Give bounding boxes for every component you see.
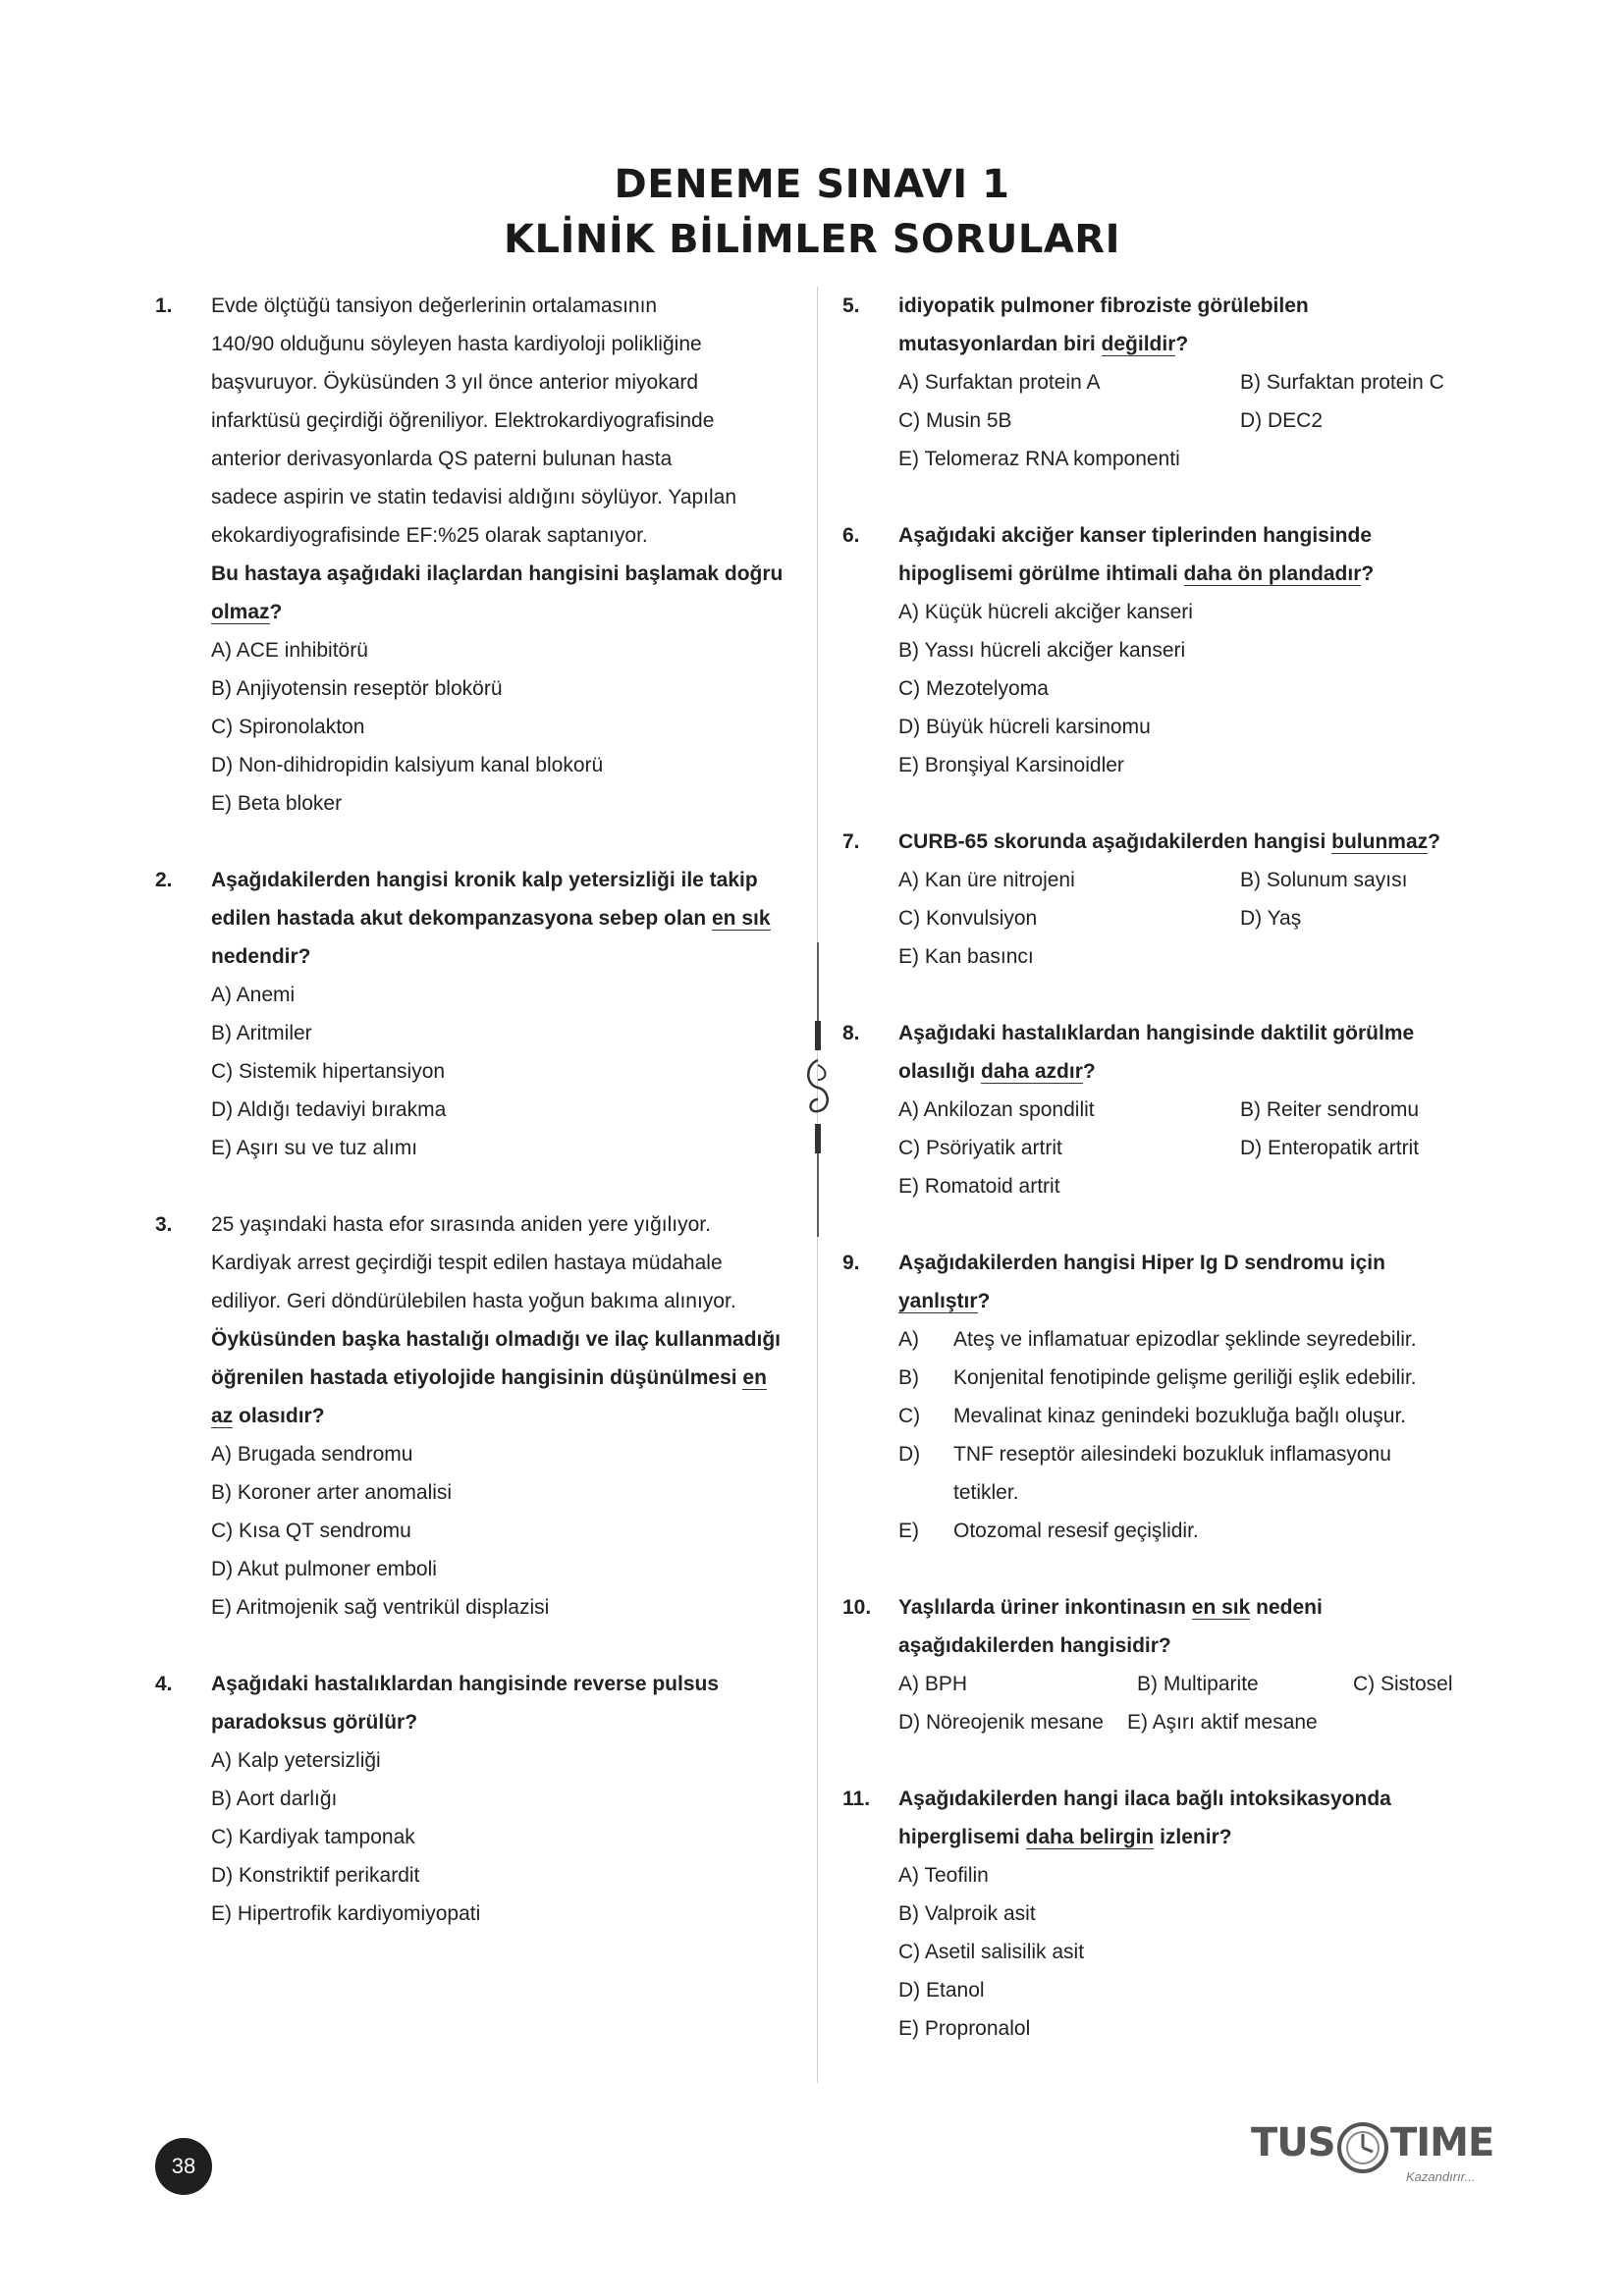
- answer-option[interactable]: B) Anjiyotensin reseptör blokörü: [211, 677, 503, 700]
- question-prompt: yanlıştır?: [898, 1290, 991, 1312]
- question-prompt: hipoglisemi görülme ihtimali daha ön plandadır?: [898, 562, 1375, 585]
- answer-option[interactable]: A) Brugada sendromu: [211, 1443, 413, 1466]
- question-prompt: mutasyonlardan biri değildir?: [898, 333, 1189, 355]
- answer-option[interactable]: E) Beta bloker: [211, 792, 343, 815]
- question-number: 11.: [842, 1788, 871, 1810]
- question-number: 2.: [155, 869, 173, 891]
- question-prompt: CURB-65 skorunda aşağıdakilerden hangisi bulunmaz?: [898, 830, 1440, 853]
- question-prompt: idiyopatik pulmoner fibroziste görülebilen: [898, 294, 1309, 317]
- answer-option[interactable]: E) Aşırı su ve tuz alımı: [211, 1137, 418, 1159]
- question-number: 4.: [155, 1673, 173, 1695]
- question-prompt: Aşağıdaki hastalıklardan hangisinde daktilit görülme: [898, 1022, 1415, 1044]
- answer-option[interactable]: A) Anemi: [211, 984, 296, 1006]
- option-text: tetikler.: [953, 1481, 1019, 1504]
- answer-option[interactable]: [898, 1397, 1481, 1435]
- answer-option[interactable]: A) Surfaktan protein A: [898, 371, 1101, 394]
- answer-option[interactable]: E) Bronşiyal Karsinoidler: [898, 754, 1124, 776]
- question-stem-line: başvuruyor. Öyküsünden 3 yıl önce anterior miyokard: [211, 371, 699, 394]
- question-8: [842, 1014, 1481, 1205]
- answer-option[interactable]: D) Akut pulmoner emboli: [211, 1558, 437, 1580]
- answer-option[interactable]: E) Propronalol: [898, 2017, 1031, 2040]
- answer-option[interactable]: B) Multiparite: [1137, 1673, 1259, 1695]
- answer-option[interactable]: D) Etanol: [898, 1979, 985, 2002]
- answer-option[interactable]: [898, 1359, 1481, 1397]
- answer-option[interactable]: A) Ankilozan spondilit: [898, 1098, 1095, 1121]
- answer-option[interactable]: [898, 1435, 1481, 1473]
- question-prompt: olmaz?: [211, 601, 283, 623]
- question-number: 7.: [842, 830, 860, 853]
- emphasis-underline: değildir: [1101, 333, 1176, 355]
- emphasis-underline: en sık: [712, 907, 771, 930]
- question-5: [842, 287, 1481, 478]
- question-number: 1.: [155, 294, 173, 317]
- answer-option[interactable]: E) Hipertrofik kardiyomiyopati: [211, 1902, 481, 1925]
- answer-option[interactable]: D) DEC2: [1240, 409, 1324, 432]
- question-stem-line: infarktüsü geçirdiği öğreniliyor. Elektrokardiyografisinde: [211, 409, 715, 432]
- question-prompt: aşağıdakilerden hangisidir?: [898, 1634, 1171, 1657]
- question-prompt: Aşağıdaki akciğer kanser tiplerinden hangisinde: [898, 524, 1372, 547]
- emphasis-underline: en: [742, 1366, 767, 1389]
- emphasis-underline: olmaz: [211, 601, 270, 623]
- question-prompt: Aşağıdaki hastalıklardan hangisinde reverse pulsus: [211, 1673, 720, 1695]
- answer-option[interactable]: A) Teofilin: [898, 1864, 989, 1887]
- answer-option[interactable]: E) Aritmojenik sağ ventrikül displazisi: [211, 1596, 550, 1619]
- emphasis-underline: daha azdır: [981, 1060, 1083, 1083]
- logo-text-time: TIME: [1390, 2120, 1494, 2165]
- emphasis-underline: en sık: [1191, 1596, 1251, 1619]
- answer-option[interactable]: [898, 1320, 1481, 1359]
- answer-option[interactable]: C) Mezotelyoma: [898, 677, 1049, 700]
- left-column: [155, 287, 793, 1971]
- option-text: Konjenital fenotipinde gelişme geriliği eşlik edebilir.: [953, 1366, 1417, 1389]
- emphasis-underline: bulunmaz: [1331, 830, 1429, 853]
- answer-option[interactable]: B) Solunum sayısı: [1240, 869, 1408, 891]
- answer-option[interactable]: E) Telomeraz RNA komponenti: [898, 448, 1180, 470]
- question-prompt: Aşağıdakilerden hangi ilaca bağlı intoksikasyonda: [898, 1788, 1391, 1810]
- answer-option[interactable]: D) Büyük hücreli karsinomu: [898, 716, 1151, 738]
- answer-option[interactable]: C) Sistosel: [1353, 1673, 1453, 1695]
- question-stem-line: anterior derivasyonlarda QS paterni bulunan hasta: [211, 448, 673, 470]
- question-number: 3.: [155, 1213, 173, 1236]
- answer-option[interactable]: B) Koroner arter anomalisi: [211, 1481, 453, 1504]
- question-prompt: Yaşlılarda üriner inkontinasın en sık nedeni: [898, 1596, 1323, 1619]
- question-prompt: nedendir?: [211, 945, 311, 968]
- question-1: [155, 287, 793, 823]
- exam-title: DENEME SINAVI 1: [614, 162, 1010, 207]
- answer-option[interactable]: D) Enteropatik artrit: [1240, 1137, 1420, 1159]
- question-10: [842, 1588, 1481, 1741]
- question-9: [842, 1244, 1481, 1550]
- answer-option[interactable]: B) Aort darlığı: [211, 1788, 338, 1810]
- answer-option[interactable]: A) Küçük hücreli akciğer kanseri: [898, 601, 1193, 623]
- emphasis-underline: yanlıştır: [898, 1290, 978, 1312]
- brand-logo: [1251, 2120, 1494, 2189]
- question-3: [155, 1205, 793, 1627]
- answer-option[interactable]: B) Surfaktan protein C: [1240, 371, 1444, 394]
- answer-option[interactable]: C) Kısa QT sendromu: [211, 1520, 411, 1542]
- question-prompt: Aşağıdakilerden hangisi Hiper Ig D sendromu için: [898, 1252, 1385, 1274]
- question-number: 8.: [842, 1022, 860, 1044]
- answer-option[interactable]: E) Kan basıncı: [898, 945, 1034, 968]
- question-prompt: az olasıdır?: [211, 1405, 325, 1427]
- answer-option[interactable]: A) BPH: [898, 1673, 968, 1695]
- answer-option[interactable]: B) Aritmiler: [211, 1022, 312, 1044]
- answer-option[interactable]: [898, 1512, 1481, 1550]
- answer-option[interactable]: A) ACE inhibitörü: [211, 639, 368, 662]
- question-2: [155, 861, 793, 1167]
- question-prompt: öğrenilen hastada etiyolojide hangisinin düşünülmesi en: [211, 1366, 767, 1389]
- question-prompt: edilen hastada akut dekompanzasyona sebep olan en sık: [211, 907, 771, 930]
- answer-option[interactable]: C) Musin 5B: [898, 409, 1012, 432]
- option-text: Mevalinat kinaz genindeki bozukluğa bağlı oluşur.: [953, 1405, 1407, 1427]
- answer-option[interactable]: B) Valproik asit: [898, 1902, 1036, 1925]
- answer-option[interactable]: C) Kardiyak tamponak: [211, 1826, 415, 1848]
- option-text: Ateş ve inflamatuar epizodlar şeklinde seyredebilir.: [953, 1328, 1417, 1351]
- answer-option[interactable]: D) Aldığı tedaviyi bırakma: [211, 1098, 447, 1121]
- question-number: 5.: [842, 294, 860, 317]
- question-6: [842, 516, 1481, 784]
- question-stem-line: Kardiyak arrest geçirdiği tespit edilen hastaya müdahale: [211, 1252, 723, 1274]
- question-stem-line: 140/90 olduğunu söyleyen hasta kardiyoloji polikliğine: [211, 333, 702, 355]
- option-text: TNF reseptör ailesindeki bozukluk inflamasyonu: [953, 1443, 1391, 1466]
- question-prompt: hiperglisemi daha belirgin izlenir?: [898, 1826, 1232, 1848]
- answer-option[interactable]: D) Nöreojenik mesane: [898, 1711, 1104, 1734]
- question-stem-line: Evde ölçtüğü tansiyon değerlerinin ortalamasının: [211, 294, 658, 317]
- question-stem-line: sadece aspirin ve statin tedavisi aldığını söylüyor. Yapılan: [211, 486, 737, 508]
- answer-option[interactable]: E) Romatoid artrit: [898, 1175, 1060, 1198]
- question-prompt: Öyküsünden başka hastalığı olmadığı ve ilaç kullanmadığı: [211, 1328, 782, 1351]
- logo-text-tus: TUS: [1251, 2120, 1335, 2165]
- answer-option[interactable]: C) Psöriyatik artrit: [898, 1137, 1062, 1159]
- emphasis-underline: az: [211, 1405, 234, 1427]
- emphasis-underline: daha belirgin: [1025, 1826, 1155, 1848]
- answer-option[interactable]: C) Sistemik hipertansiyon: [211, 1060, 446, 1083]
- option-letter: E): [898, 1520, 919, 1542]
- answer-option[interactable]: A) Kan üre nitrojeni: [898, 869, 1075, 891]
- question-number: 6.: [842, 524, 860, 547]
- logo-tagline: Kazandırır...: [1406, 2169, 1476, 2184]
- question-number: 9.: [842, 1252, 860, 1274]
- answer-option[interactable]: C) Asetil salisilik asit: [898, 1941, 1085, 1963]
- scroll-ornament-icon: [803, 942, 833, 1237]
- answer-option[interactable]: B) Reiter sendromu: [1240, 1098, 1420, 1121]
- answer-option[interactable]: D) Konstriktif perikardit: [211, 1864, 420, 1887]
- option-letter: C): [898, 1405, 921, 1427]
- question-prompt: Bu hastaya aşağıdaki ilaçlardan hangisini başlamak doğru: [211, 562, 784, 585]
- emphasis-underline: daha ön plandadır: [1183, 562, 1362, 585]
- option-letter: D): [898, 1443, 921, 1466]
- question-4: [155, 1665, 793, 1933]
- question-stem-line: ekokardiyografisinde EF:%25 olarak saptanıyor.: [211, 524, 648, 547]
- right-column: [842, 287, 1481, 2086]
- option-letter: A): [898, 1328, 919, 1351]
- answer-option[interactable]: D) Non-dihidropidin kalsiyum kanal blokorü: [211, 754, 604, 776]
- page-number: 38: [155, 2138, 212, 2195]
- answer-option[interactable]: B) Yassı hücreli akciğer kanseri: [898, 639, 1186, 662]
- answer-option[interactable]: A) Kalp yetersizliği: [211, 1749, 381, 1772]
- question-11: [842, 1780, 1481, 2048]
- answer-option[interactable]: D) Yaş: [1240, 907, 1302, 930]
- clock-icon: [1335, 2120, 1390, 2175]
- question-stem-line: 25 yaşındaki hasta efor sırasında aniden yere yığılıyor.: [211, 1213, 711, 1236]
- answer-option-continued: [898, 1473, 1481, 1512]
- question-number: 10.: [842, 1596, 872, 1619]
- question-stem-line: ediliyor. Geri döndürülebilen hasta yoğun bakıma alınıyor.: [211, 1290, 736, 1312]
- option-letter: B): [898, 1366, 919, 1389]
- option-text: Otozomal resesif geçişlidir.: [953, 1520, 1199, 1542]
- page-header: [0, 157, 1624, 267]
- question-prompt: olasılığı daha azdır?: [898, 1060, 1096, 1083]
- question-prompt: Aşağıdakilerden hangisi kronik kalp yetersizliği ile takip: [211, 869, 758, 891]
- question-prompt: paradoksus görülür?: [211, 1711, 418, 1734]
- answer-option[interactable]: E) Aşırı aktif mesane: [1127, 1711, 1318, 1734]
- answer-option[interactable]: C) Spironolakton: [211, 716, 365, 738]
- question-7: [842, 823, 1481, 976]
- answer-option[interactable]: C) Konvulsiyon: [898, 907, 1038, 930]
- exam-subtitle: KLİNİK BİLİMLER SORULARI: [504, 217, 1120, 262]
